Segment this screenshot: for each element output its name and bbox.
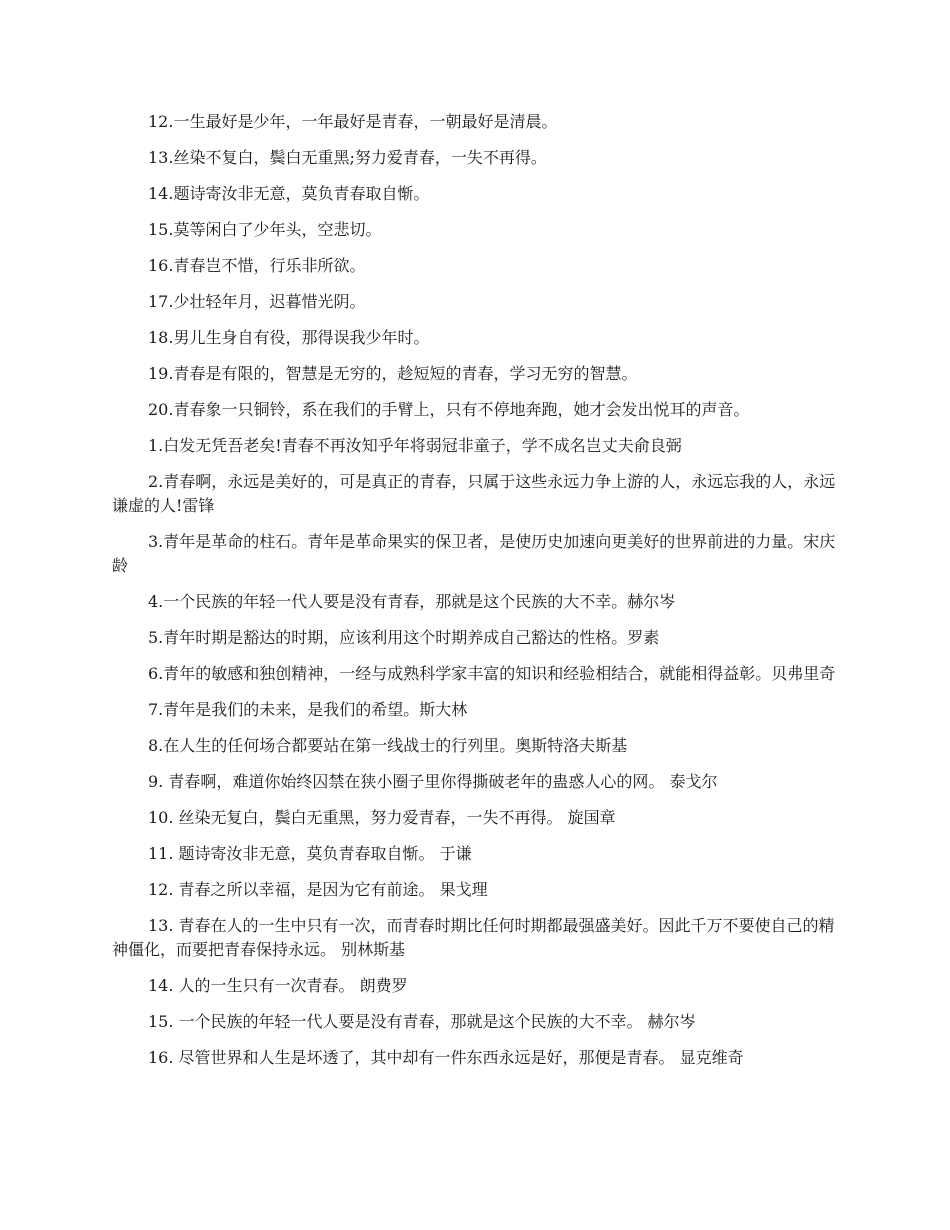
paragraph: 12.一生最好是少年，一年最好是青春，一朝最好是清晨。	[148, 112, 558, 131]
paragraph: 19.青春是有限的，智慧是无穷的，趁短短的青春，学习无穷的智慧。	[148, 364, 638, 383]
paragraph: 16.青春岂不惜，行乐非所欲。	[148, 256, 366, 275]
paragraph: 13. 青春在人的一生中只有一次，而青春时期比任何时期都最强盛美好。因此千万不要使自己的精神僵化，而要把青春保持永远。 别林斯基	[112, 916, 835, 959]
paragraph: 20.青春象一只铜铃，系在我们的手臂上，只有不停地奔跑，她才会发出悦耳的声音。	[148, 400, 750, 419]
paragraph: 9. 青春啊，难道你始终囚禁在狭小圈子里你得撕破老年的蛊惑人心的网。 泰戈尔	[148, 772, 718, 791]
paragraph: 6.青年的敏感和独创精神，一经与成熟科学家丰富的知识和经验相结合，就能相得益彰。贝弗里奇	[148, 664, 836, 683]
paragraph: 14. 人的一生只有一次青春。 朗费罗	[148, 976, 408, 995]
paragraph: 12. 青春之所以幸福，是因为它有前途。 果戈理	[148, 880, 488, 899]
paragraph: 17.少壮轻年月，迟暮惜光阴。	[148, 292, 366, 311]
paragraph: 4.一个民族的年轻一代人要是没有青春，那就是这个民族的大不幸。赫尔岑	[148, 592, 676, 611]
paragraph: 14.题诗寄汝非无意，莫负青春取自惭。	[148, 184, 430, 203]
paragraph: 7.青年是我们的未来，是我们的希望。斯大林	[148, 700, 468, 719]
paragraph: 15. 一个民族的年轻一代人要是没有青春，那就是这个民族的大不幸。 赫尔岑	[148, 1012, 696, 1031]
paragraph: 15.莫等闲白了少年头，空悲切。	[148, 220, 382, 239]
paragraph: 5.青年时期是豁达的时期，应该利用这个时期养成自己豁达的性格。罗素	[148, 628, 660, 647]
document-body	[112, 110, 838, 1082]
paragraph: 18.男儿生身自有役，那得误我少年时。	[148, 328, 430, 347]
paragraph: 3.青年是革命的柱石。青年是革命果实的保卫者，是使历史加速向更美好的世界前进的力量。宋庆龄	[112, 532, 836, 575]
paragraph: 8.在人生的任何场合都要站在第一线战士的行列里。奥斯特洛夫斯基	[148, 736, 628, 755]
paragraph: 16. 尽管世界和人生是坏透了，其中却有一件东西永远是好，那便是青春。 显克维奇	[148, 1048, 744, 1067]
paragraph: 10. 丝染无复白，鬓白无重黑，努力爱青春，一失不再得。 旋国章	[148, 808, 616, 827]
paragraph: 13.丝染不复白，鬓白无重黑;努力爱青春，一失不再得。	[148, 148, 547, 167]
paragraph: 1.白发无凭吾老矣!青春不再汝知乎年将弱冠非童子，学不成名岂丈夫俞良弼	[148, 436, 682, 455]
paragraph: 11. 题诗寄汝非无意，莫负青春取自惭。 于谦	[148, 844, 472, 863]
paragraph: 2.青春啊，永远是美好的，可是真正的青春，只属于这些永远力争上游的人，永远忘我的人，永远谦虚的人!雷锋	[112, 472, 836, 515]
